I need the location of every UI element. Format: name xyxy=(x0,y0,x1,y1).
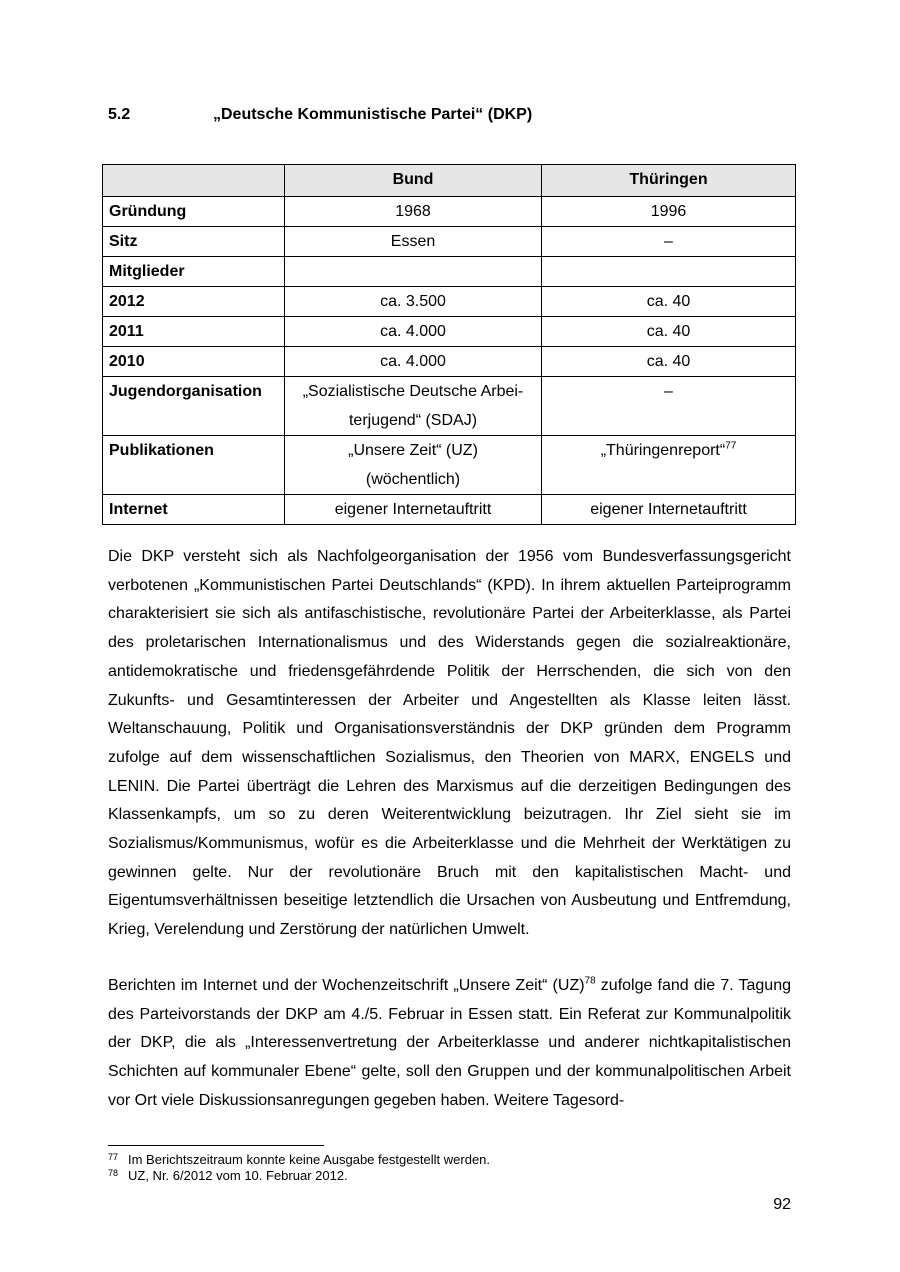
cell-line: „Unsere Zeit“ (UZ) xyxy=(348,442,478,459)
cell-thueringen xyxy=(542,257,796,287)
row-label: 2012 xyxy=(103,287,285,317)
footnote-text: Im Berichtszeitraum konnte keine Ausgabe festgestellt werden. xyxy=(128,1152,491,1167)
paragraph-text: Berichten im Internet und der Wochenzeitschrift „Unsere Zeit“ (UZ) xyxy=(108,977,585,994)
table-header-bund: Bund xyxy=(285,165,542,197)
cell-thueringen: eigener Internetauftritt xyxy=(542,495,796,525)
cell-bund: ca. 4.000 xyxy=(285,317,542,347)
footnote-ref[interactable]: 78 xyxy=(584,975,596,987)
table-row xyxy=(103,317,796,347)
cell-bund xyxy=(285,377,542,436)
cell-thueringen xyxy=(542,436,796,495)
row-label: Mitglieder xyxy=(103,257,285,287)
page-number: 92 xyxy=(773,1196,791,1213)
fact-table xyxy=(102,164,796,525)
cell-thueringen: – xyxy=(542,377,796,436)
table-row xyxy=(103,227,796,257)
table-row xyxy=(103,197,796,227)
cell-thueringen: 1996 xyxy=(542,197,796,227)
cell-bund xyxy=(285,436,542,495)
table-row xyxy=(103,495,796,525)
cell-line: terjugend“ (SDAJ) xyxy=(348,412,478,429)
cell-bund xyxy=(285,257,542,287)
table-row xyxy=(103,257,796,287)
section-number: 5.2 xyxy=(108,106,131,123)
paragraph-text: zufolge fand die 7. Tagung des Parteivorstands der DKP am 4./5. Februar in Essen statt. Ein Referat zur Kommunalpolitik der DKP, die als „Interessenvertretung der Arbeiterklasse und anderer nichtkapitalistischen Schichten auf kommunaler Ebene“ gelte, soll den Gruppen und der kommunalpolitischen Arbeit vor Ort viele Diskussionsanregungen gegeben haben. Weitere Tagesord- xyxy=(108,977,792,1109)
body-paragraph: Die DKP versteht sich als Nachfolgeorganisation der 1956 vom Bundesverfassungsgericht verbotenen „Kommunistischen Partei Deutschlands“ (KPD). In ihrem aktuellen Parteiprogramm charakterisiert sie sich als antifaschistische, revolutionäre Partei der Arbeiterklasse, als Partei des proletarischen Internationalismus und des Widerstands gegen die sozialreaktionäre, antidemokratische und friedensgefährdende Politik der Herrschenden, die sich von den Zukunfts- und Gesamtinteressen der Arbeiter und Angestellten als Klasse leiten lässt. Weltanschauung, Politik und Organisationsverständnis der DKP gründen dem Programm zufolge auf dem wissenschaftlichen Sozialismus, den Theorien von MARX, ENGELS und LENIN. Die Partei überträgt die Lehren des Marxismus auf die derzeitigen Bedingungen des Klassenkampfs, um so zu deren Weiterentwicklung beizutragen. Ihr Ziel sieht sie im Sozialismus/Kommunismus, wofür es die Arbeiterklasse und die Mehrheit der Werktätigen zu gewinnen gelte. Nur der revolutionäre Bruch mit den kapitalistischen Macht- und Eigentumsverhältnissen beseitige letztendlich die Ursachen von Ausbeutung und Entfremdung, Krieg, Verelendung und Zerstörung der natürlichen Umwelt. xyxy=(108,548,791,939)
table-header-row xyxy=(103,165,796,197)
footnotes xyxy=(108,1152,791,1184)
section-heading xyxy=(108,106,798,130)
row-label: Internet xyxy=(103,495,285,525)
table-row xyxy=(103,436,796,495)
row-label: Sitz xyxy=(103,227,285,257)
footnote-text: UZ, Nr. 6/2012 vom 10. Februar 2012. xyxy=(128,1168,348,1183)
row-label: 2010 xyxy=(103,347,285,377)
cell-bund: Essen xyxy=(285,227,542,257)
cell-thueringen: ca. 40 xyxy=(542,347,796,377)
cell-bund: 1968 xyxy=(285,197,542,227)
footnote xyxy=(108,1152,791,1168)
table-row xyxy=(103,347,796,377)
cell-thueringen: ca. 40 xyxy=(542,287,796,317)
cell-bund: ca. 3.500 xyxy=(285,287,542,317)
footnote-mark: 78 xyxy=(108,1168,119,1178)
cell-bund: ca. 4.000 xyxy=(285,347,542,377)
publication-name: „Thüringenreport“ xyxy=(600,442,726,459)
row-label: Publikationen xyxy=(103,436,285,495)
table-row xyxy=(103,377,796,436)
row-label: 2011 xyxy=(103,317,285,347)
footnote-mark: 77 xyxy=(108,1152,119,1162)
table-row xyxy=(103,287,796,317)
table-header-thueringen: Thüringen xyxy=(542,165,796,197)
section-title: „Deutsche Kommunistische Partei“ (DKP) xyxy=(213,106,533,123)
cell-line: (wöchentlich) xyxy=(365,471,461,488)
table-header-empty xyxy=(103,165,285,197)
row-label: Gründung xyxy=(103,197,285,227)
cell-thueringen: – xyxy=(542,227,796,257)
cell-line: „Sozialistische Deutsche Arbei- xyxy=(302,383,524,400)
row-label: Jugendorganisation xyxy=(103,377,285,436)
cell-bund: eigener Internetauftritt xyxy=(285,495,542,525)
footnote xyxy=(108,1168,791,1184)
footnote-separator xyxy=(108,1145,324,1146)
body-paragraph xyxy=(108,972,791,1116)
cell-thueringen: ca. 40 xyxy=(542,317,796,347)
footnote-ref[interactable]: 77 xyxy=(725,440,737,452)
